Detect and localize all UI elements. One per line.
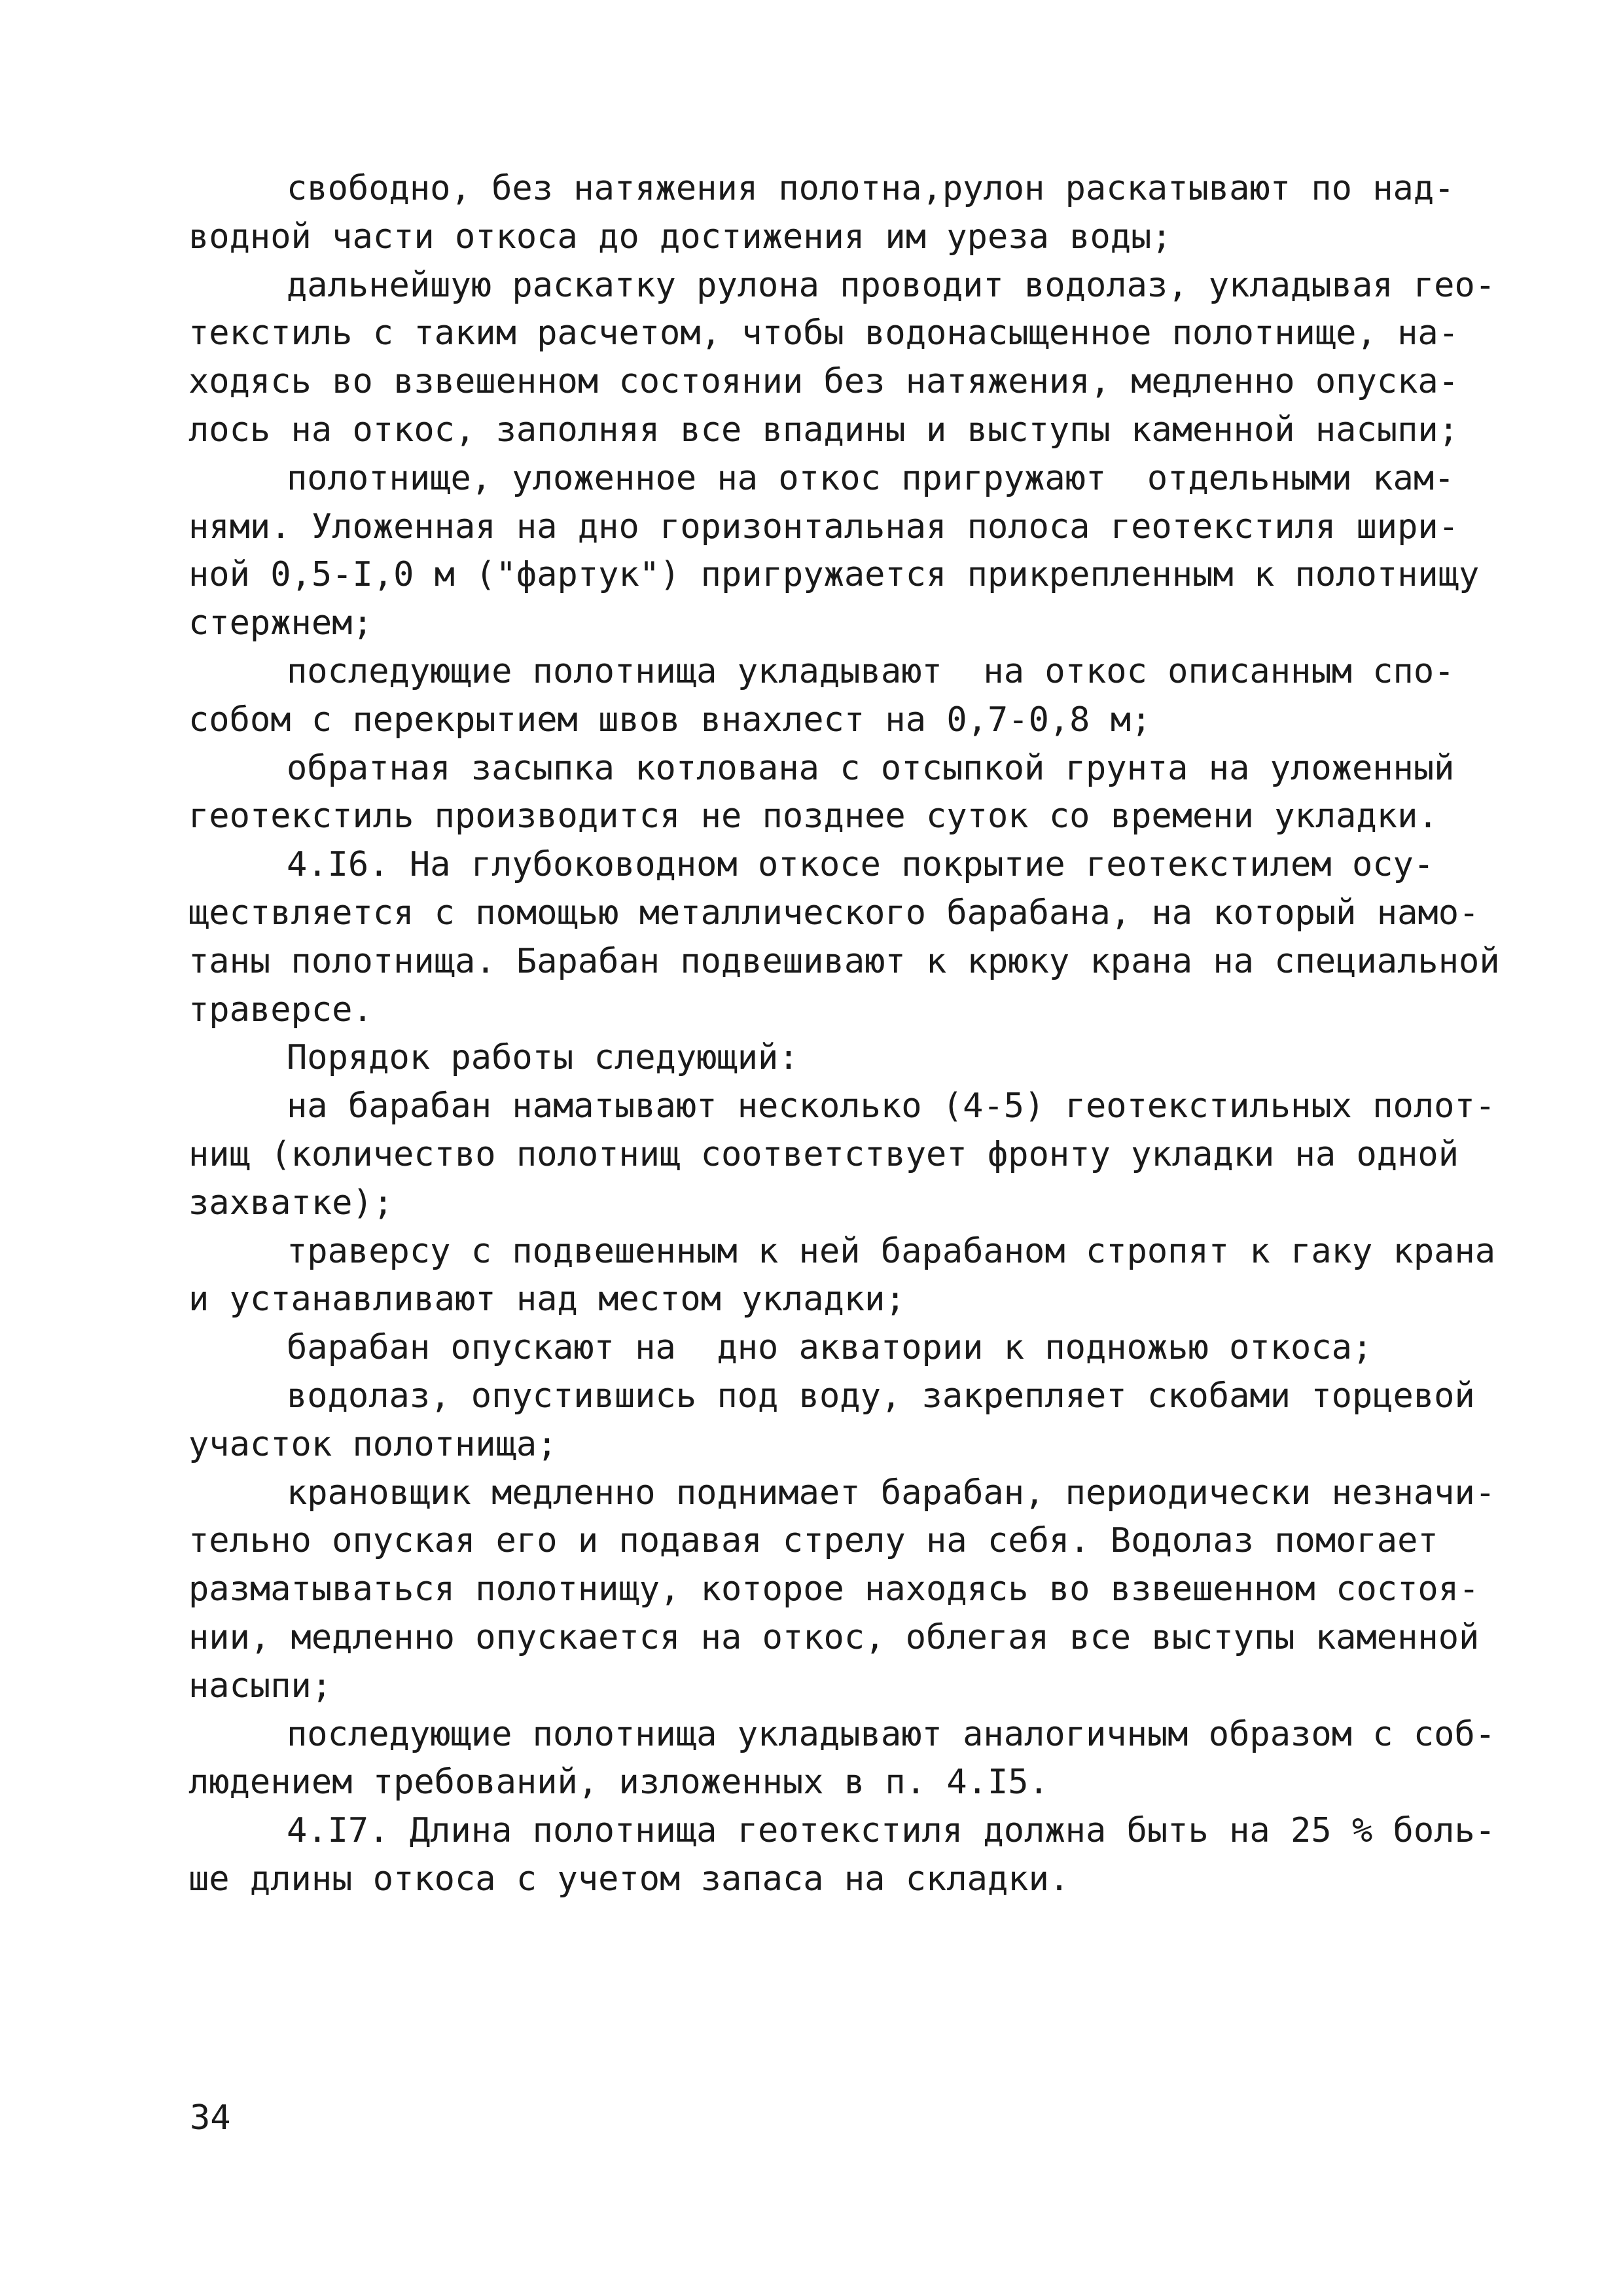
text-line: крановщик медленно поднимает барабан, периодически незначи- xyxy=(287,1473,1496,1513)
text-line: дальнейшую раскатку рулона проводит водолаз, укладывая гео- xyxy=(287,265,1496,305)
text-line: ной 0,5-I,0 м ("фартук") пригружается прикрепленным к полотнищу xyxy=(188,555,1480,595)
text-line: барабан опускают на дно акватории к подножью откоса; xyxy=(287,1328,1373,1368)
text-line: Порядок работы следующий: xyxy=(287,1038,799,1078)
body-text xyxy=(188,165,1500,1904)
text-line: 4.I7. Длина полотнища геотекстиля должна быть на 25 % боль- xyxy=(287,1811,1496,1851)
text-line: нями. Уложенная на дно горизонтальная полоса геотекстиля шири- xyxy=(188,507,1459,547)
text-line: ходясь во взвешенном состоянии без натяжения, медленно опуска- xyxy=(188,362,1459,402)
text-line: последующие полотнища укладывают на откос описанным спо- xyxy=(287,651,1455,691)
text-line: водолаз, опустившись под воду, закрепляет скобами торцевой xyxy=(287,1376,1475,1416)
text-line: геотекстиль производится не позднее суток со времени укладки. xyxy=(188,797,1438,836)
text-line: последующие полотнища укладывают аналогичным образом с соб- xyxy=(287,1714,1496,1754)
text-line: на барабан наматывают несколько (4-5) геотекстильных полот- xyxy=(287,1086,1496,1126)
text-line: ществляется с помощью металлического барабана, на который намо- xyxy=(188,893,1480,933)
text-line: 4.I6. На глубоководном откосе покрытие геотекстилем осу- xyxy=(287,845,1435,885)
text-line: ше длины откоса с учетом запаса на складки. xyxy=(188,1859,1070,1899)
text-line: и устанавливают над местом укладки; xyxy=(188,1280,906,1319)
text-line: стержнем; xyxy=(188,603,373,643)
text-line: лось на откос, заполняя все впадины и выступы каменной насыпи; xyxy=(188,410,1459,450)
text-line: разматываться полотнищу, которое находясь во взвешенном состоя- xyxy=(188,1570,1480,1609)
text-line: текстиль с таким расчетом, чтобы водонасыщенное полотнище, на- xyxy=(188,314,1459,353)
text-line: нии, медленно опускается на откос, облегая все выступы каменной xyxy=(188,1617,1480,1657)
text-line: тельно опуская его и подавая стрелу на себя. Водолаз помогает xyxy=(188,1521,1438,1561)
text-line: водной части откоса до достижения им уреза воды; xyxy=(188,217,1172,257)
text-line: насыпи; xyxy=(188,1666,332,1706)
page-number: 34 xyxy=(190,2098,231,2138)
text-line: полотнище, уложенное на откос пригружают отдельными кам- xyxy=(287,458,1455,498)
text-line: захватке); xyxy=(188,1183,394,1223)
text-line: таны полотнища. Барабан подвешивают к крюку крана на специальной xyxy=(188,941,1500,981)
text-line: людением требований, изложенных в п. 4.I5. xyxy=(188,1763,1049,1803)
text-line: нищ (количество полотнищ соответствует фронту укладки на одной xyxy=(188,1134,1459,1174)
text-line: обратная засыпка котлована с отсыпкой грунта на уложенный xyxy=(287,748,1455,788)
text-line: траверсе. xyxy=(188,990,373,1030)
text-line: участок полотнища; xyxy=(188,1424,558,1464)
text-line: траверсу с подвешенным к ней барабаном стропят к гаку крана xyxy=(287,1231,1496,1271)
text-line: собом с перекрытием швов внахлест на 0,7-0,8 м; xyxy=(188,700,1152,740)
text-line: свободно, без натяжения полотна,рулон раскатывают по над- xyxy=(287,169,1455,208)
